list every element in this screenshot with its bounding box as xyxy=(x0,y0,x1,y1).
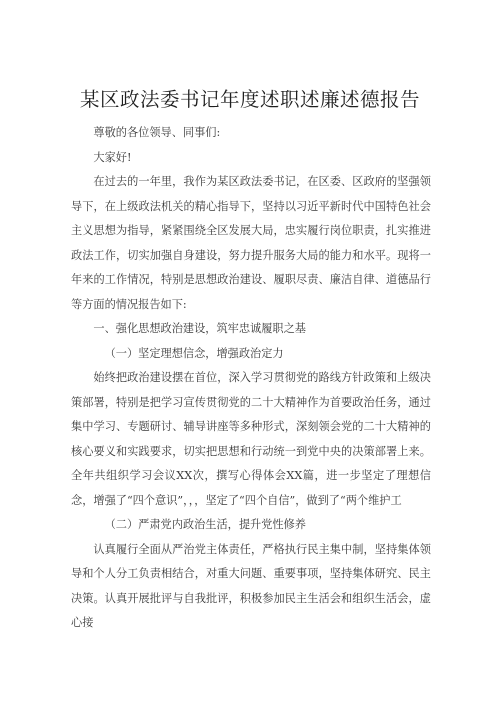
subsection-heading-2: （二）严肃党内政治生活，提升党性修养 xyxy=(104,518,306,531)
subsection-2-paragraph: 认真履行全面从严治党主体责任，严格执行民主集中制，坚持集体领导和个人分工负责相结合，对重大问题、重要事项，坚持集体研究、民主决策。认真开展批评与自我批评，积极参加民主生活会和组织生活会，虚心接 xyxy=(71,542,431,629)
section-heading-1: 一、强化思想政治建设，筑牢忠诚履职之基 xyxy=(93,322,306,335)
subsection-heading-1: （一）坚定理想信念，增强政治定力 xyxy=(104,346,284,360)
salutation: 尊敬的各位领导、同事们: xyxy=(93,126,221,139)
document-body xyxy=(71,121,431,636)
document-title: 某区政法委书记年度述职述廉述德报告 xyxy=(79,88,420,111)
greeting: 大家好! xyxy=(93,150,132,164)
subsection-1-paragraph: 始终把政治建设摆在首位，深入学习贯彻党的路线方针政策和上级决策部署，特别是把学习宣传贯彻党的二十大精神作为首要政治任务，通过集中学习、专题研讨、辅导讲座等多种形式，深刻领会党的二十大精神的核心要义和实践要求，切实把思想和行动统一到党中央的决策部署上来。全年共组织学习会议XX次，撰写心得体会XX篇，进一步坚定了理想信念，增强了“四个意识”，，，坚定了“四个自信”，做到了“两个维护工 xyxy=(71,371,431,507)
intro-paragraph: 在过去的一年里，我作为某区政法委书记，在区委、区政府的坚强领导下，在上级政法机关的精心指导下，坚持以习近平新时代中国特色社会主义思想为指导，紧紧围绕全区发展大局，忠实履行岗位职责，扎实推进政法工作，切实加强自身建设，努力提升服务大局的能力和水平。现将一年来的工作情况，特别是思想政治建设、履职尽责、廉洁自律、道德品行等方面的情况报告如下: xyxy=(71,175,431,311)
